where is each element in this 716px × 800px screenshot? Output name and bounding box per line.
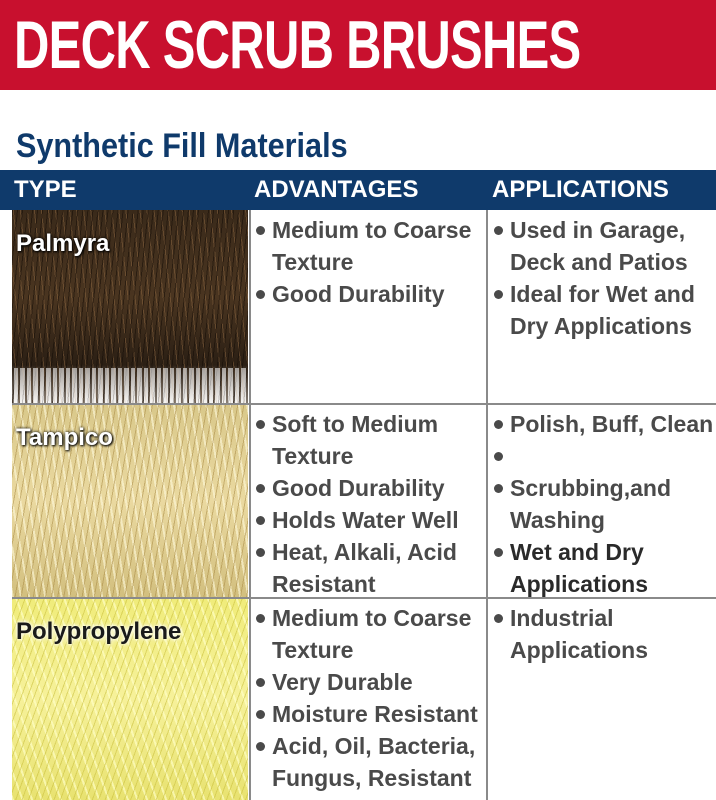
list-item: Moisture Resistant bbox=[250, 698, 486, 730]
list-item: Medium to Coarse Texture bbox=[250, 602, 486, 666]
list-item: Medium to Coarse Texture bbox=[250, 214, 486, 278]
column-divider bbox=[486, 210, 488, 800]
list-item: Wet and Dry Applications bbox=[488, 536, 716, 600]
list-item: Polish, Buff, Clean bbox=[488, 408, 716, 440]
table-header bbox=[0, 170, 716, 210]
tampico-bristles-image bbox=[12, 404, 248, 598]
column-divider bbox=[249, 210, 251, 800]
list-spacer bbox=[488, 440, 716, 472]
applications-cell bbox=[488, 210, 716, 404]
type-label: Tampico bbox=[16, 424, 113, 451]
advantages-cell bbox=[250, 598, 486, 800]
header-advantages: ADVANTAGES bbox=[254, 176, 419, 203]
applications-cell bbox=[488, 598, 716, 800]
list-item: Holds Water Well bbox=[250, 504, 486, 536]
list-item: Used in Garage, Deck and Patios bbox=[488, 214, 716, 278]
row-divider bbox=[12, 597, 716, 599]
list-item: Good Durability bbox=[250, 472, 486, 504]
section-subtitle: Synthetic Fill Materials bbox=[16, 127, 348, 165]
list-item: Heat, Alkali, Acid Resistant bbox=[250, 536, 486, 600]
type-label: Palmyra bbox=[16, 230, 110, 257]
row-divider bbox=[12, 403, 716, 405]
list-item: Industrial Applications bbox=[488, 602, 716, 666]
palmyra-bristles-image bbox=[12, 210, 248, 404]
header-type: TYPE bbox=[14, 176, 77, 203]
page-title: DECK SCRUB BRUSHES bbox=[14, 7, 581, 83]
table-row bbox=[0, 404, 716, 598]
applications-cell bbox=[488, 404, 716, 598]
title-banner bbox=[0, 0, 716, 90]
list-item: Very Durable bbox=[250, 666, 486, 698]
list-item: Acid, Oil, Bacteria, Fungus, Resistant bbox=[250, 730, 486, 794]
list-item: Good Durability bbox=[250, 278, 486, 310]
advantages-cell bbox=[250, 210, 486, 404]
polypropylene-bristles-image bbox=[12, 598, 248, 800]
list-item: Ideal for Wet and Dry Applications bbox=[488, 278, 716, 342]
header-applications: APPLICATIONS bbox=[492, 176, 669, 203]
advantages-cell bbox=[250, 404, 486, 598]
table-row bbox=[0, 210, 716, 404]
table-row bbox=[0, 598, 716, 800]
list-item: Scrubbing,and Washing bbox=[488, 472, 716, 536]
type-label: Polypropylene bbox=[16, 618, 182, 645]
list-item: Soft to Medium Texture bbox=[250, 408, 486, 472]
